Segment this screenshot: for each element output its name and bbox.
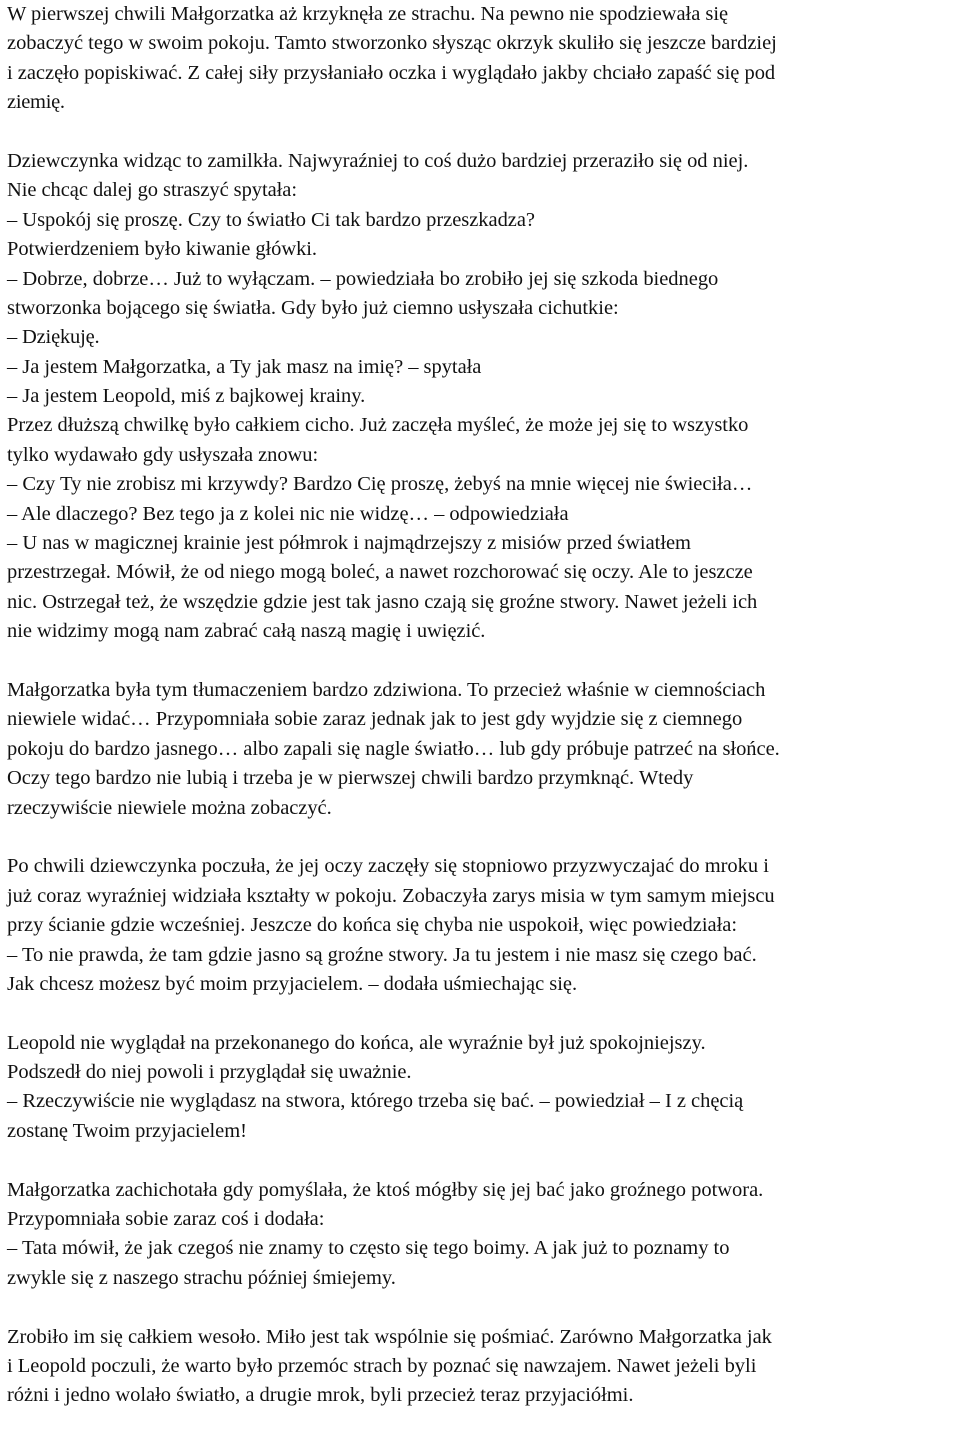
paragraph [7, 1029, 957, 1147]
text-line: Przypomniała sobie zaraz coś i dodała: [7, 1208, 325, 1231]
text-line: zostanę Twoim przyjacielem! [7, 1119, 247, 1142]
text-line: – Dobrze, dobrze… Już to wyłączam. – powiedziała bo zrobiło jej się szkoda biednego [7, 267, 719, 290]
paragraph [7, 1176, 957, 1294]
text-line: W pierwszej chwili Małgorzatka aż krzyknęła ze strachu. Na pewno nie spodziewała się [7, 3, 729, 25]
text-line: – Dziękuję. [7, 326, 100, 349]
text-line: Podszedł do niej powoli i przyglądał się uważnie. [7, 1061, 412, 1084]
text-line: – Rzeczywiście nie wyglądasz na stwora, którego trzeba się bać. – powiedział – I z chęcią [7, 1090, 744, 1113]
text-line: już coraz wyraźniej widziała kształty w pokoju. Zobaczyła zarys misia w tym samym miejscu [7, 884, 775, 907]
text-line: Po chwili dziewczynka poczuła, że jej oczy zaczęły się stopniowo przyzwyczajać do mroku i [7, 855, 769, 878]
paragraph [7, 852, 957, 999]
paragraph [7, 1323, 957, 1411]
text-line: – Uspokój się proszę. Czy to światło Ci tak bardzo przeszkadza? [7, 208, 535, 231]
text-line: – Czy Ty nie zrobisz mi krzywdy? Bardzo Cię proszę, żebyś na mnie więcej nie świeciła… [7, 473, 753, 496]
text-line: niewiele widać… Przypomniała sobie zaraz jednak jak to jest gdy wyjdzie się z ciemnego [7, 708, 743, 731]
text-line: przestrzegał. Mówił, że od niego mogą boleć, a nawet rozchorować się oczy. Ale to jeszcze [7, 561, 753, 584]
text-line: Oczy tego bardzo nie lubią i trzeba je w pierwszej chwili bardzo przymknąć. Wtedy [7, 767, 694, 790]
text-line: i Leopold poczuli, że warto było przemóc strach by poznać się nawzajem. Nawet jeżeli byli [7, 1354, 757, 1377]
text-line: – Ja jestem Leopold, miś z bajkowej krainy. [7, 385, 366, 408]
text-line: pokoju do bardzo jasnego… albo zapali się nagle światło… lub gdy próbuje patrzeć na słońce. [7, 737, 780, 760]
text-line: zobaczyć tego w swoim pokoju. Tamto stworzonko słysząc okrzyk skuliło się jeszcze bardziej [7, 32, 777, 55]
text-line: nic. Ostrzegał też, że wszędzie gdzie jest tak jasno czają się groźne stwory. Nawet jeżeli ich [7, 590, 758, 613]
text-line: i zaczęło popiskiwać. Z całej siły przysłaniało oczka i wyglądało jakby chciało zapaść się pod [7, 61, 776, 84]
text-line: ziemię. [7, 91, 65, 114]
text-line: – Tata mówił, że jak czegoś nie znamy to często się tego boimy. A jak już to poznamy to [7, 1237, 730, 1260]
text-line: Zrobiło im się całkiem wesoło. Miło jest tak wspólnie się pośmiać. Zarówno Małgorzatka jak [7, 1325, 772, 1348]
paragraph [7, 0, 957, 118]
text-line: nie widzimy mogą nam zabrać całą naszą magię i uwięzić. [7, 620, 486, 643]
text-line: Leopold nie wyglądał na przekonanego do końca, ale wyraźnie był już spokojniejszy. [7, 1031, 706, 1054]
text-line: Małgorzatka zachichotała gdy pomyślała, że ktoś mógłby się jej bać jako groźnego potwora. [7, 1178, 764, 1201]
text-line: stworzonka bojącego się światła. Gdy było już ciemno usłyszała cichutkie: [7, 296, 619, 319]
text-line: rzeczywiście niewiele można zobaczyć. [7, 796, 332, 819]
text-line: – Ale dlaczego? Bez tego ja z kolei nic nie widzę… – odpowiedziała [7, 502, 569, 525]
document-body [7, 0, 957, 1440]
text-line: – To nie prawda, że tam gdzie jasno są groźne stwory. Ja tu jestem i nie masz się czego bać. [7, 943, 757, 966]
text-line: Jak chcesz możesz być moim przyjacielem. – dodała uśmiechając się. [7, 972, 578, 995]
text-line: Nie chcąc dalej go straszyć spytała: [7, 179, 297, 202]
text-line: Małgorzatka była tym tłumaczeniem bardzo zdziwiona. To przecież właśnie w ciemnościach [7, 678, 766, 701]
text-line: – Ja jestem Małgorzatka, a Ty jak masz na imię? – spytała [7, 355, 482, 378]
text-line: Potwierdzeniem było kiwanie główki. [7, 238, 317, 261]
text-line: przy ścianie gdzie wcześniej. Jeszcze do końca się chyba nie uspokoił, więc powiedziała: [7, 914, 738, 937]
text-line: tylko wydawało gdy usłyszała znowu: [7, 443, 319, 466]
text-line: Przez dłuższą chwilkę było całkiem cicho. Już zaczęła myśleć, że może jej się to wszystko [7, 414, 749, 437]
text-line: Dziewczynka widząc to zamilkła. Najwyraźniej to coś dużo bardziej przeraziło się od niej. [7, 149, 749, 172]
text-line: różni i jedno wolało światło, a drugie mrok, byli przecież teraz przyjaciółmi. [7, 1384, 634, 1407]
text-line: – U nas w magicznej krainie jest półmrok i najmądrzejszy z misiów przed światłem [7, 532, 691, 555]
paragraph [7, 676, 957, 823]
text-line: zwykle się z naszego strachu później śmiejemy. [7, 1266, 396, 1289]
paragraph [7, 147, 957, 647]
